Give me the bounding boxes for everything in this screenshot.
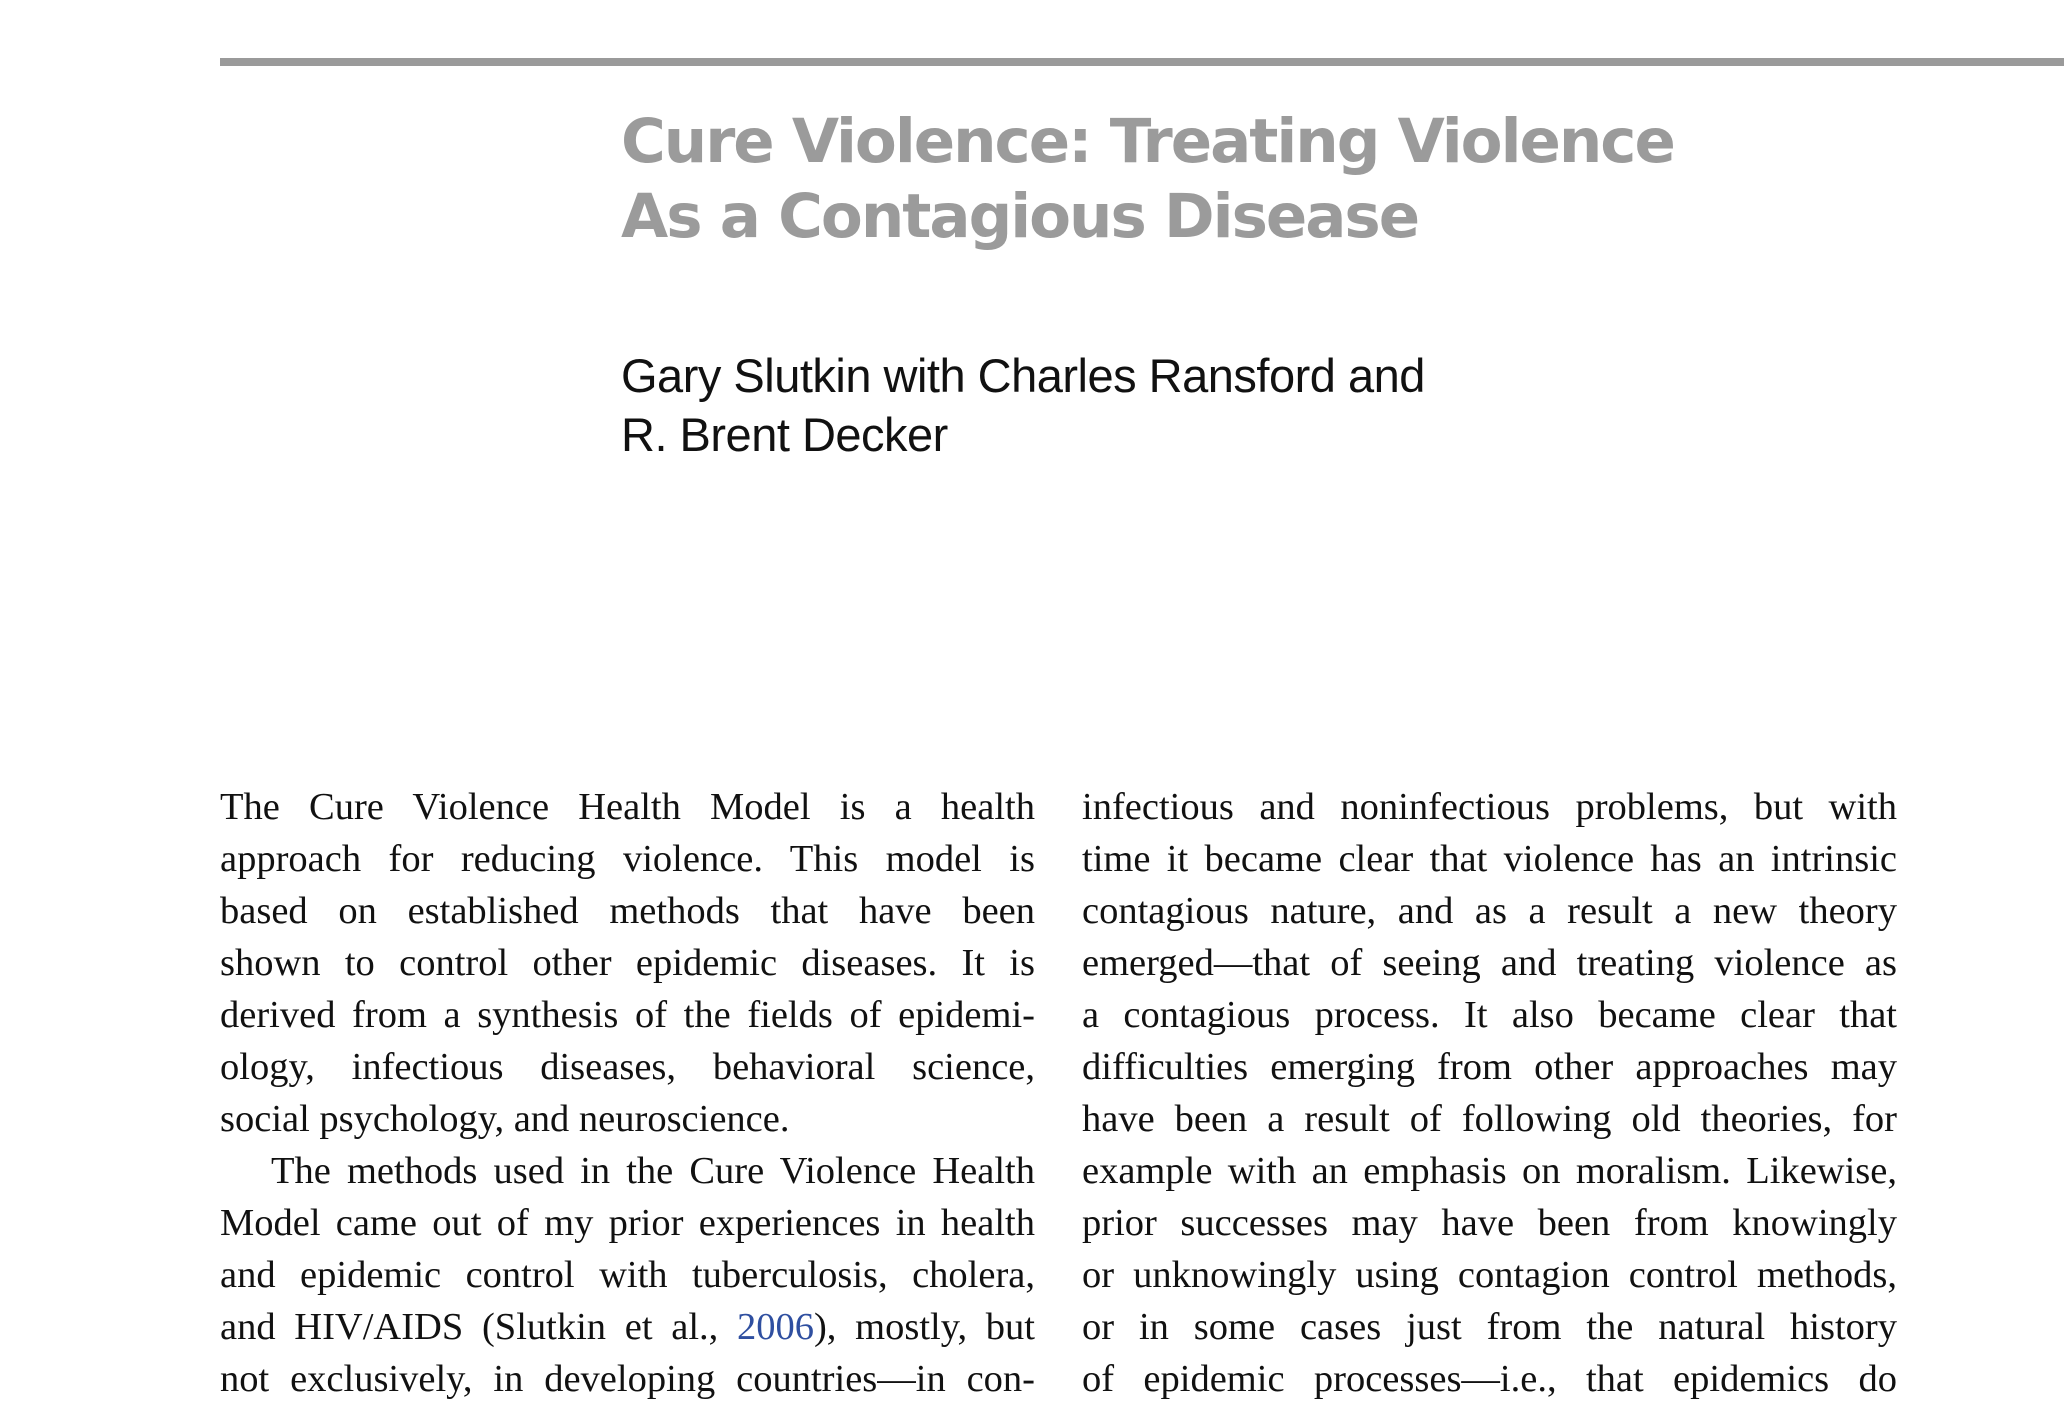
text-line: time it became clear that violence has an intrinsic: [1082, 838, 1897, 880]
text-line: prior successes may have been from knowingly: [1082, 1202, 1897, 1244]
text-line: difficulties emerging from other approaches may: [1082, 1046, 1897, 1088]
text-line: shown to control other epidemic diseases. It is: [220, 942, 1035, 984]
text-line: or unknowingly using contagion control methods,: [1082, 1254, 1897, 1296]
text-line: infectious and noninfectious problems, but with: [1082, 786, 1897, 828]
text-line: or in some cases just from the natural history: [1082, 1306, 1897, 1348]
citation-year-link[interactable]: 2006: [736, 1306, 814, 1348]
header-rule: [220, 58, 2064, 66]
text-line: example with an emphasis on moralism. Likewise,: [1082, 1150, 1897, 1192]
text-line: have been a result of following old theories, for: [1082, 1098, 1897, 1140]
chapter-title-line-2: As a Contagious Disease: [621, 181, 1419, 252]
chapter-title: [621, 104, 1821, 254]
text-line: of epidemic processes—i.e., that epidemics do: [1082, 1358, 1897, 1400]
paragraph-methods: [220, 1145, 1035, 1405]
text-line: The methods used in the Cure Violence Health: [271, 1150, 1035, 1192]
text-line: emerged—that of seeing and treating violence as: [1082, 942, 1897, 984]
text-line: The Cure Violence Health Model is a health: [220, 786, 1035, 828]
author-line-1: Gary Slutkin with Charles Ransford and: [621, 349, 1425, 402]
text-line: ology, infectious diseases, behavioral science,: [220, 1046, 1035, 1088]
text-line: social psychology, and neuroscience.: [220, 1098, 790, 1140]
author-list: [621, 346, 1621, 464]
text-line: a contagious process. It also became clear that: [1082, 994, 1897, 1036]
text-line: contagious nature, and as a result a new theory: [1082, 890, 1897, 932]
citation-text-line: [220, 1301, 1035, 1353]
text-line: derived from a synthesis of the fields of epidemi-: [220, 994, 1035, 1036]
left-text-column: [220, 781, 1035, 1405]
text-line: Model came out of my prior experiences in health: [220, 1202, 1035, 1244]
right-text-column: [1082, 781, 1897, 1405]
citation-suffix: ), mostly, but: [813, 1306, 1035, 1348]
text-line: based on established methods that have been: [220, 890, 1035, 932]
citation-prefix: and HIV/AIDS (Slutkin et al.,: [220, 1306, 737, 1348]
text-line: and epidemic control with tuberculosis, cholera,: [220, 1254, 1035, 1296]
text-line: not exclusively, in developing countries—in con-: [220, 1358, 1035, 1400]
paragraph-intro: [220, 781, 1035, 1145]
text-line: approach for reducing violence. This model is: [220, 838, 1035, 880]
author-line-2: R. Brent Decker: [621, 408, 948, 461]
chapter-title-line-1: Cure Violence: Treating Violence: [621, 106, 1674, 177]
